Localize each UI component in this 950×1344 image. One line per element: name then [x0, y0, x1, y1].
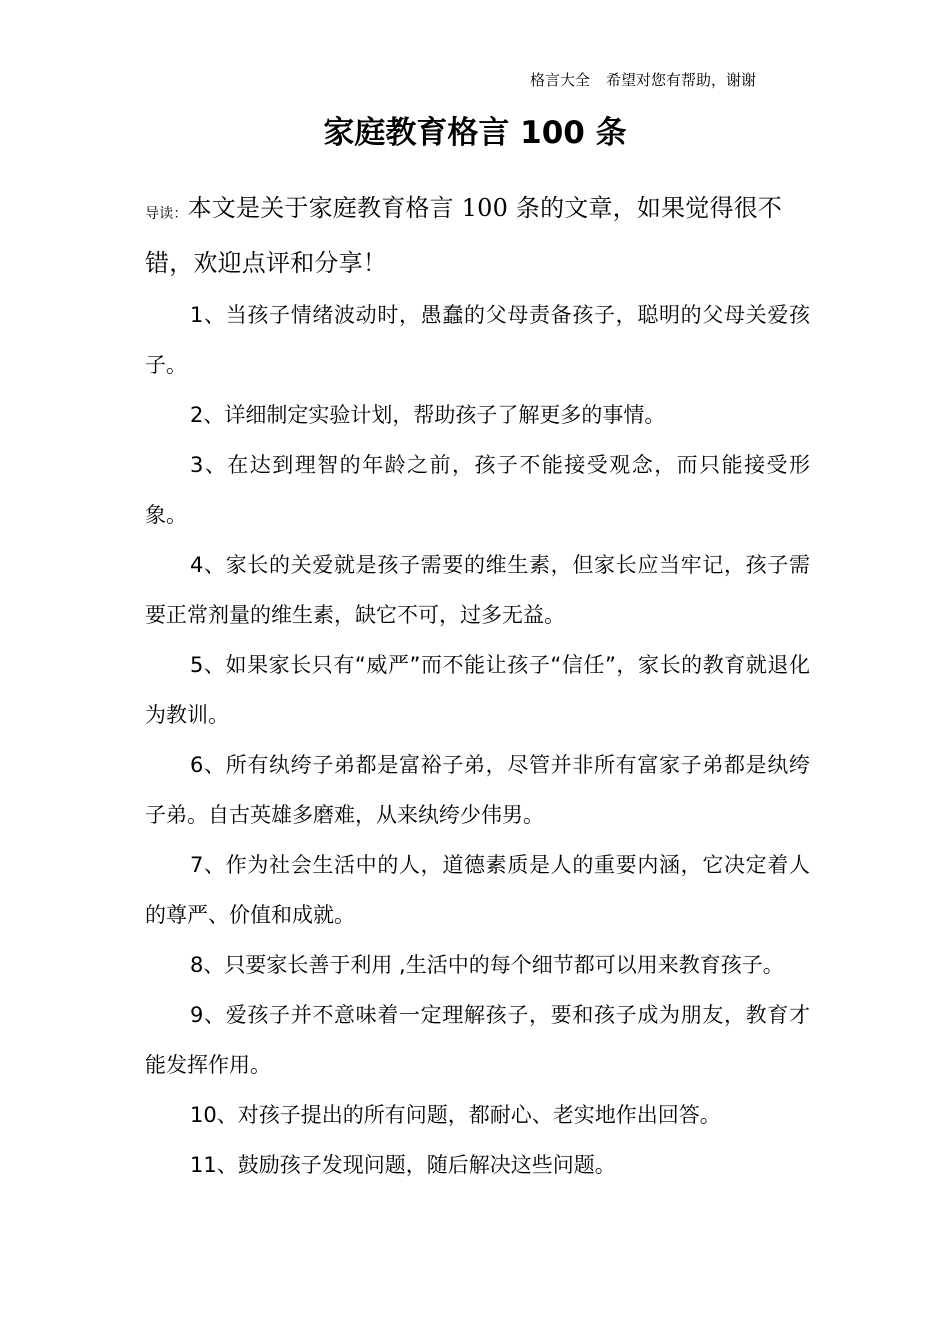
- document-body: [145, 184, 810, 1190]
- intro-paragraph: [145, 184, 810, 288]
- list-item: 8、只要家长善于利用 ,生活中的每个细节都可以用来教育孩子。: [190, 953, 784, 977]
- list-item: 10、对孩子提出的所有问题，都耐心、老实地作出回答。: [190, 1103, 721, 1127]
- list-item: 5、如果家长只有“威严”而不能让孩子“信任”，家长的教育就退化为教训。: [145, 653, 810, 727]
- list-item: 11、鼓励孩子发现问题，随后解决这些问题。: [190, 1153, 616, 1177]
- list-item: 6、所有纨绔子弟都是富裕子弟，尽管并非所有富家子弟都是纨绔子弟。自古英雄多磨难，从来纨绔少伟男。: [145, 753, 810, 827]
- header-note: [530, 70, 756, 90]
- intro-text: 本文是关于家庭教育格言 100 条的文章，如果觉得很不错，欢迎点评和分享！: [145, 194, 783, 277]
- list-item: 2、详细制定实验计划，帮助孩子了解更多的事情。: [190, 403, 666, 427]
- intro-lead: 导读：: [145, 206, 188, 222]
- list-item: 3、在达到理智的年龄之前，孩子不能接受观念，而只能接受形象。: [145, 453, 810, 527]
- header-note-right: 希望对您有帮助，谢谢: [605, 71, 756, 89]
- page-title: 家庭教育格言 100 条: [323, 115, 627, 151]
- list-item: 4、家长的关爱就是孩子需要的维生素，但家长应当牢记，孩子需要正常剂量的维生素，缺它不可，过多无益。: [145, 553, 810, 627]
- list-item: 9、爱孩子并不意味着一定理解孩子，要和孩子成为朋友，教育才能发挥作用。: [145, 1003, 810, 1077]
- list-item: 7、作为社会生活中的人，道德素质是人的重要内涵，它决定着人的尊严、价值和成就。: [145, 853, 810, 927]
- header-note-left: 格言大全: [529, 71, 590, 89]
- list-item: 1、当孩子情绪波动时，愚蠢的父母责备孩子，聪明的父母关爱孩子。: [145, 303, 810, 377]
